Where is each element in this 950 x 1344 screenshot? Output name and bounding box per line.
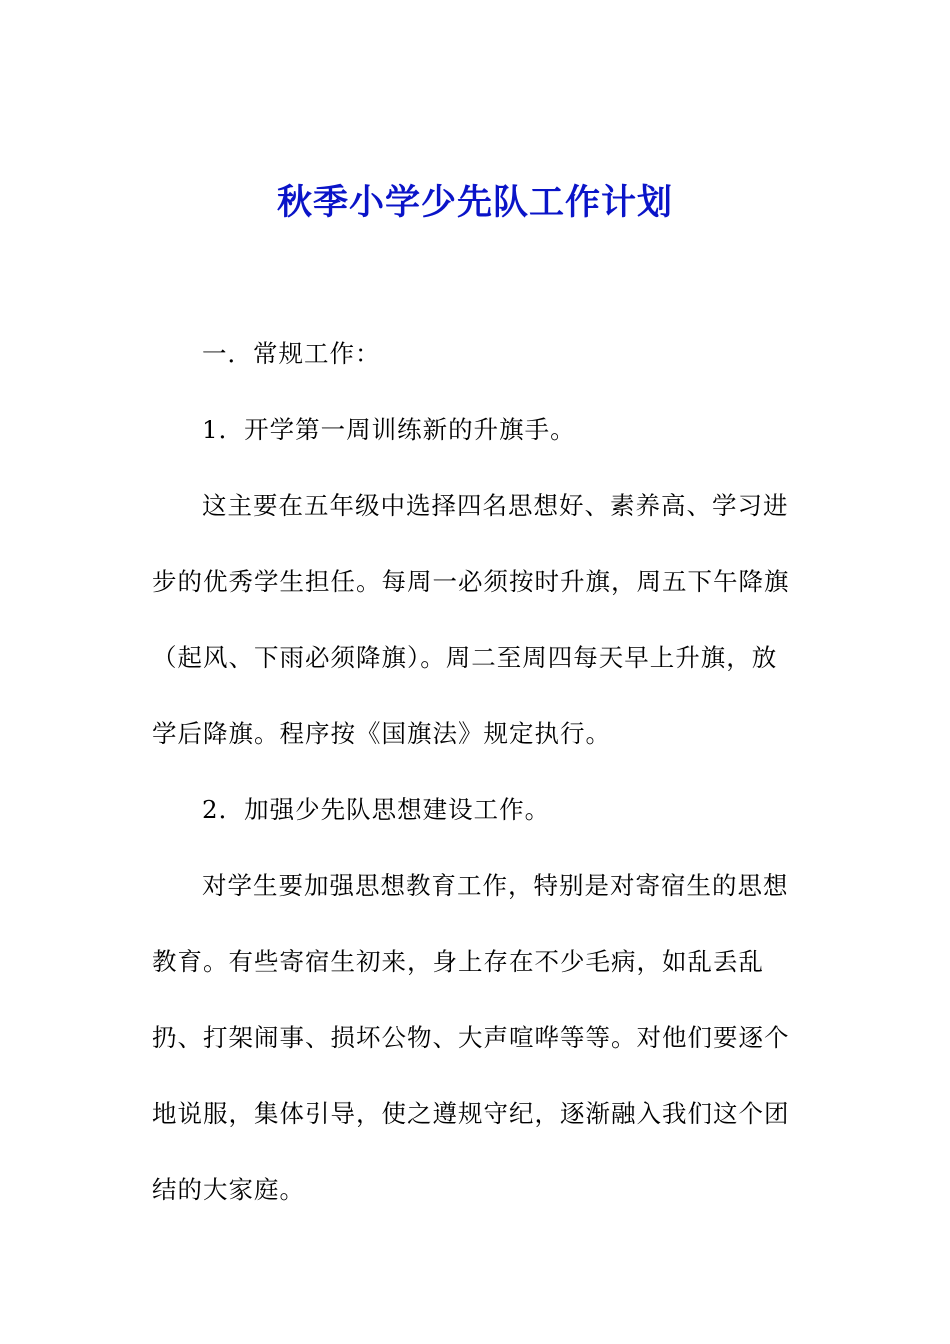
paragraph-line: 步的优秀学生担任。每周一必须按时升旗，周五下午降旗 <box>152 567 790 596</box>
paragraph-line: 学后降旗。程序按《国旗法》规定执行。 <box>152 719 611 748</box>
document-title: 秋季小学少先队工作计划 <box>276 183 673 223</box>
paragraph-line: 对学生要加强思想教育工作，特别是对寄宿生的思想 <box>202 871 789 900</box>
paragraph-line: 结的大家庭。 <box>152 1175 305 1204</box>
paragraph-line: 地说服，集体引导，使之遵规守纪，逐渐融入我们这个团 <box>152 1099 790 1128</box>
paragraph-line: 教育。有些寄宿生初来，身上存在不少毛病，如乱丢乱 <box>152 947 764 976</box>
section-heading: 一．常规工作： <box>202 339 381 368</box>
document-body <box>152 316 792 1228</box>
item-heading: 1．开学第一周训练新的升旗手。 <box>202 415 576 444</box>
paragraph-line: （起风、下雨必须降旗）。周二至周四每天早上升旗，放 <box>152 643 778 672</box>
paragraph-line: 这主要在五年级中选择四名思想好、素养高、学习进 <box>202 491 789 520</box>
item-heading: 2．加强少先队思想建设工作。 <box>202 795 551 824</box>
paragraph-line: 扔、打架闹事、损坏公物、大声喧哗等等。对他们要逐个 <box>152 1023 790 1052</box>
